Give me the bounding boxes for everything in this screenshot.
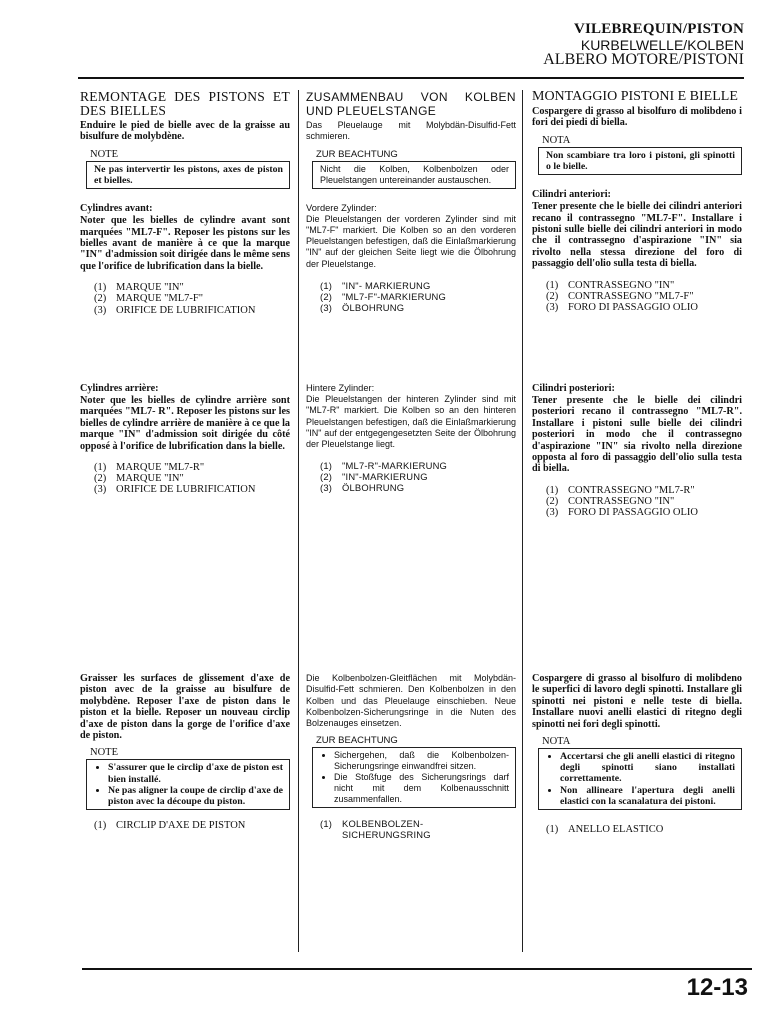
legend-item (546, 280, 742, 291)
legend-num: (1) (320, 818, 333, 830)
legend-text: CONTRASSEGNO "IN" (568, 279, 675, 291)
legend-num: (1) (94, 462, 107, 474)
legend-num: (1) (320, 280, 333, 292)
legend-num: (1) (546, 824, 559, 836)
legend-item (546, 302, 742, 313)
page-header (543, 22, 744, 69)
legend-text: ORIFICE DE LUBRIFICATION (116, 484, 256, 496)
note-item: • Die Stoßfuge des Sicherungsrings darf nicht mit dem Kolbenausschnitt zusammenfallen. (334, 772, 509, 805)
legend-num: (2) (320, 291, 333, 303)
legend-item (320, 280, 516, 291)
note-box: Nicht die Kolben, Kolbenbolzen oder Pleuelstangen untereinander austauschen. (312, 161, 516, 189)
front-cylinders-text: Noter que les bielles de cylindre avant sont marquées "ML7-F". Reposer les pistons sur les bielles avant de manière à ce que la marque "IN" d'admission soit dirigée dans le même sens que l'orifice de lubrification dans la bielle. (80, 215, 290, 272)
legend-text: "ML7-R"-MARKIERUNG (342, 460, 448, 472)
intro-text: Das Pleuelauge mit Molybdän-Disulfid-Fett schmieren. (306, 120, 516, 142)
legend-text: ÖLBOHRUNG (342, 302, 405, 314)
figure-legend (94, 282, 290, 316)
legend-item (94, 473, 290, 484)
section-piston-pin (532, 673, 742, 835)
intro-text: Enduire le pied de bielle avec de la graisse au bisulfure de molybdène. (80, 120, 290, 143)
legend-text: CONTRASSEGNO "IN" (568, 496, 675, 508)
legend-num: (2) (94, 293, 107, 305)
legend-num: (3) (94, 304, 107, 316)
legend-num: (2) (546, 496, 559, 508)
legend-num: (2) (546, 290, 559, 302)
legend-text: "IN"-MARKIERUNG (342, 471, 428, 483)
figure-legend (94, 462, 290, 496)
legend-num: (3) (320, 302, 333, 314)
intro-text: Cospargere di grasso al bisolfuro di molibdeno i fori dei piedi di biella. (532, 106, 742, 129)
section-assembly-front (80, 90, 290, 316)
legend-item (320, 818, 450, 840)
piston-pin-text: Graisser les surfaces de glissement d'axe de piston avec de la graisse au bisulfure de molybdène. Reposer l'axe de piston dans le piston et la bielle. Reposer un nouveau circlip d'axe de piston dans la gorge de l'orifice d'axe de piston. (80, 673, 290, 742)
legend-text: ÖLBOHRUNG (342, 482, 405, 494)
rear-cylinders-text: Tener presente che le bielle dei cilindri posteriori recano il contrassegno "ML7-R". Installare i pistoni sulle bielle dei cilindri posteriori in modo che il contrassegno d'aspirazione "IN" sia rivolto nella direzione opposta al foro di passaggio dell'olio sulla testa di biella. (532, 395, 742, 475)
section-assembly-front (306, 90, 516, 313)
rear-cylinders-text: Die Pleuelstangen der hinteren Zylinder sind mit "ML7-R" markiert. Die Kolben so an den hinteren Pleuelstangen befestigen, daß die Einlaßmarkierung "IN" auf der entgegengesetzten Seite der Ölbohrung der Pleuelstange liegt. (306, 394, 516, 450)
legend-item (94, 484, 290, 495)
legend-text: ORIFICE DE LUBRIFICATION (116, 304, 256, 316)
legend-num: (3) (94, 484, 107, 496)
legend-item (94, 462, 290, 473)
legend-num: (3) (546, 507, 559, 519)
figure-legend (320, 460, 516, 493)
section-title: REMONTAGE DES PISTONS ET DES BIELLES (80, 89, 290, 118)
legend-text: CIRCLIP D'AXE DE PISTON (116, 820, 246, 832)
column-divider (522, 90, 523, 952)
section-title: ZUSAMMENBAU VON KOLBEN UND PLEUELSTANGE (306, 90, 516, 118)
note-label: NOTA (542, 736, 571, 748)
note-label: ZUR BEACHTUNG (316, 148, 398, 160)
note-item: • Sichergehen, daß die Kolbenbolzen-Sicherungsringe einwandfrei sitzen. (334, 750, 509, 772)
footer-rule (82, 968, 752, 970)
legend-num: (1) (546, 484, 559, 496)
section-piston-pin (306, 673, 516, 840)
section-piston-pin (80, 673, 290, 831)
section-assembly-front (532, 90, 742, 313)
note-item: • S'assurer que le circlip d'axe de piston est bien installé. (108, 762, 283, 784)
legend-text: FORO DI PASSAGGIO OLIO (568, 302, 699, 314)
legend-num: (2) (94, 473, 107, 485)
legend-text: FORO DI PASSAGGIO OLIO (568, 507, 699, 519)
legend-text: MARQUE "ML7-F" (116, 293, 204, 305)
figure-legend (546, 280, 742, 314)
legend-item (94, 293, 290, 304)
front-cylinders-text: Tener presente che le bielle dei cilindri anteriori recano il contrassegno "ML7-F". Installare i pistoni sulle bielle dei cilindri anteriori in modo che il contrassegno d'aspirazione "IN" sia rivolto nella stessa direzione del foro di passaggio dell'olio sulla testa di biella. (532, 201, 742, 270)
legend-item (546, 291, 742, 302)
header-rule (78, 77, 744, 79)
legend-num: (1) (546, 279, 559, 291)
rear-cylinders-label: Cilindri posteriori: (532, 383, 615, 394)
piston-pin-text: Cospargere di grasso al bisolfuro di molibdeno le superfici di lavoro degli spinotti. Installare gli spinotti nei pistoni e nelle teste di biella. Installare nuovi anelli elastici di ritegno degli spinotti nei fori degli spinotti. (532, 673, 742, 730)
section-rear-cylinders (532, 383, 742, 518)
legend-item (94, 305, 290, 316)
note-box: Non scambiare tra loro i pistoni, gli spinotti o le bielle. (538, 147, 742, 175)
legend-item (320, 291, 516, 302)
legend-item (320, 482, 516, 493)
header-title-it: ALBERO MOTORE/PISTONI (543, 51, 744, 69)
legend-item (546, 507, 742, 518)
legend-item (320, 460, 516, 471)
piston-pin-text: Die Kolbenbolzen-Gleitflächen mit Molybdän-Disulfid-Fett schmieren. Den Kolbenbolzen in den Kolben und das Pleuelauge einschieben. Neue Kolbenbolzen-Sicherungsringe in die Nuten des Bolzenauges einsetzen. (306, 673, 516, 729)
header-title-de: KURBELWELLE/KOLBEN (580, 36, 744, 53)
section-rear-cylinders (80, 383, 290, 496)
legend-num: (1) (94, 282, 107, 294)
note-item: • Ne pas aligner la coupe de circlip d'axe de piston avec la découpe du piston. (108, 785, 283, 807)
note-label: ZUR BEACHTUNG (316, 735, 398, 747)
legend-num: (3) (320, 482, 333, 494)
note-label: NOTE (90, 747, 118, 759)
legend-text: KOLBENBOLZEN-SICHERUNGSRING (342, 818, 431, 841)
front-cylinders-text: Die Pleuelstangen der vorderen Zylinder sind mit "ML7-F" markiert. Die Kolben so an den vorderen Pleuelstangen befestigen, daß die Einlaßmarkierung "IN" auf der gleichen Seite liegt wie die Ölbohrung der Pleuelstange. (306, 213, 516, 269)
legend-item (94, 282, 290, 293)
note-box: Ne pas intervertir les pistons, axes de piston et bielles. (86, 161, 290, 189)
header-title-fr: VILEBREQUIN/PISTON (573, 21, 744, 37)
note-item: • Non allineare l'apertura degli anelli elastici con la scanalatura dei pistoni. (560, 785, 735, 807)
legend-item (94, 820, 290, 831)
note-item: • Accertarsi che gli anelli elastici di ritegno degli spinotti siano installati correttamente. (560, 751, 735, 785)
front-cylinders-label: Cilindri anteriori: (532, 189, 611, 201)
legend-num: (1) (320, 460, 333, 472)
legend-text: CONTRASSEGNO "ML7-R" (568, 484, 695, 496)
front-cylinders-label: Vordere Zylinder: (306, 202, 377, 213)
column-divider (298, 90, 299, 952)
figure-legend (320, 818, 450, 840)
legend-item (320, 471, 516, 482)
legend-item (546, 485, 742, 496)
legend-text: "IN"- MARKIERUNG (342, 280, 431, 292)
legend-text: MARQUE "IN" (116, 473, 184, 485)
legend-text: "ML7-F"-MARKIERUNG (342, 291, 447, 303)
section-title: MONTAGGIO PISTONI E BIELLE (532, 89, 738, 104)
note-box (538, 748, 742, 810)
figure-legend (546, 485, 742, 519)
note-label: NOTE (90, 148, 118, 160)
legend-item (320, 302, 516, 313)
rear-cylinders-label: Cylindres arrière: (80, 383, 159, 394)
figure-legend (546, 824, 742, 835)
figure-legend (94, 820, 290, 831)
note-box (86, 759, 290, 810)
legend-text: MARQUE "ML7-R" (116, 462, 205, 474)
figure-legend (320, 280, 516, 313)
note-box (312, 747, 516, 808)
legend-text: MARQUE "IN" (116, 282, 184, 294)
rear-cylinders-label: Hintere Zylinder: (306, 383, 375, 393)
page-number: 12-13 (686, 974, 748, 1001)
legend-num: (3) (546, 302, 559, 314)
legend-item (546, 496, 742, 507)
legend-text: ANELLO ELASTICO (568, 824, 664, 836)
note-label: NOTA (542, 134, 571, 146)
legend-num: (2) (320, 471, 333, 483)
rear-cylinders-text: Noter que les bielles de cylindre arrière sont marquées "ML7- R". Reposer les pistons sur les bielles de cylindre arrière de manière à ce que la marque "IN" d'admission soit dirigée du côté opposé à l'orifice de lubrification dans la bielle. (80, 395, 290, 452)
legend-item (546, 824, 742, 835)
legend-text: CONTRASSEGNO "ML7-F" (568, 290, 694, 302)
front-cylinders-label: Cylindres avant: (80, 203, 153, 215)
legend-num: (1) (94, 820, 107, 832)
section-rear-cylinders (306, 383, 516, 493)
